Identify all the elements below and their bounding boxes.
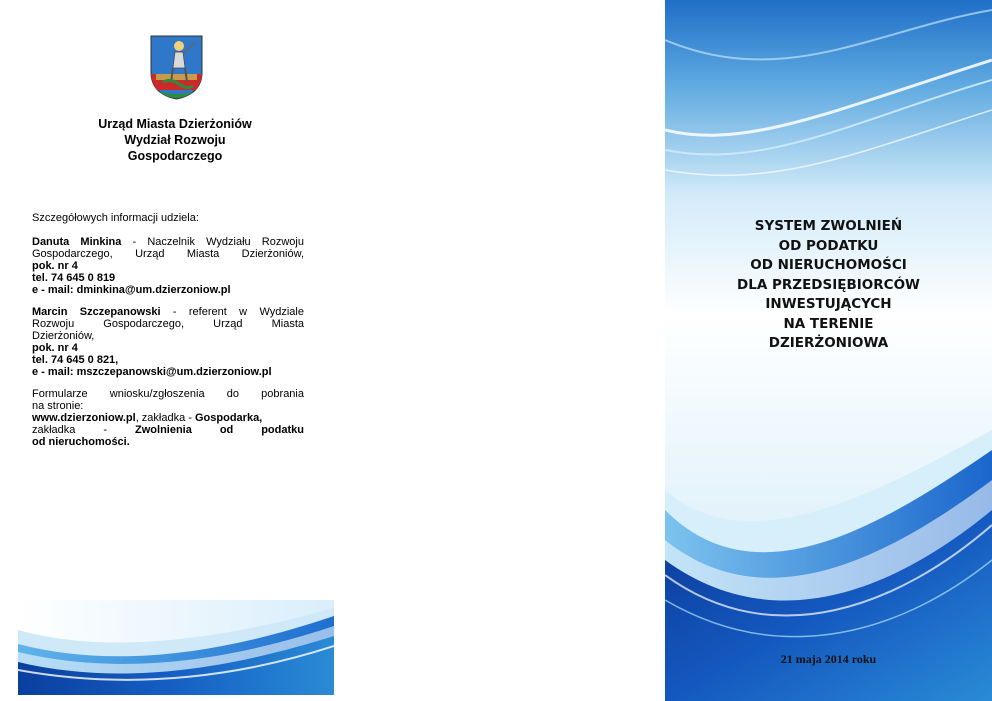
contact1-name: Danuta Minkina: [32, 236, 122, 248]
forms-tab2: Zwolnienia od podatku: [135, 424, 304, 436]
cover-date: 21 maja 2014 roku: [780, 652, 877, 666]
cover-title-line: NA TERENIE: [783, 315, 874, 332]
cover-panel: [665, 0, 992, 701]
office-line-3: Gospodarczego: [127, 149, 223, 163]
contact2-name-line: [32, 306, 304, 318]
wave-decoration-left: [18, 600, 334, 695]
cover-title: [665, 217, 992, 354]
contact1-name-line: [32, 236, 304, 248]
office-line-1: Urząd Miasta Dzierżoniów: [98, 117, 252, 131]
contact1-tel[interactable]: tel. 74 645 0 819: [32, 272, 116, 284]
office-line-2: Wydział Rozwoju: [124, 133, 226, 147]
contact2-role-b: Rozwoju Gospodarczego, Urząd Miasta: [32, 318, 304, 330]
intro-text: Szczegółowych informacji udziela:: [32, 212, 199, 224]
cover-title-line: INWESTUJĄCYCH: [765, 296, 892, 312]
left-panel: [0, 0, 352, 701]
contact2-room: pok. nr 4: [32, 342, 78, 354]
cover-title-line: DZIERŻONIOWA: [768, 335, 889, 351]
contact-info: [32, 212, 304, 448]
forms-line-3: [32, 412, 304, 424]
contact2-tel[interactable]: tel. 74 645 0 821,: [32, 354, 119, 366]
contact2-role-a: - referent w Wydziale: [160, 306, 304, 318]
office-name: [50, 116, 300, 164]
forms-line-4: [32, 424, 304, 436]
cover-title-line: OD PODATKU: [778, 237, 879, 254]
contact1-role-b: Gospodarczego, Urząd Miasta Dzierżoniów,: [32, 248, 304, 260]
contact1-role-a: - Naczelnik Wydziału Rozwoju: [121, 236, 304, 248]
contact2-role-c: Dzierżoniów,: [32, 330, 95, 342]
forms-line-2: na stronie:: [32, 400, 84, 412]
forms-line-1: Formularze wniosku/zgłoszenia do pobrania: [32, 388, 304, 400]
cover-title-line: DLA PRZEDSIĘBIORCÓW: [737, 276, 920, 293]
contact2-email[interactable]: e - mail: mszczepanowski@um.dzierzoniow.pl: [32, 366, 272, 378]
coat-of-arms-icon: [149, 34, 204, 100]
cover-title-line: SYSTEM ZWOLNIEŃ: [754, 218, 903, 234]
forms-tab2-prefix: zakładka -: [32, 424, 136, 436]
contact1-room: pok. nr 4: [32, 260, 78, 272]
forms-tab1-prefix: , zakładka -: [135, 412, 195, 424]
website-link[interactable]: www.dzierzoniow.pl: [32, 412, 136, 424]
cover-title-line: OD NIERUCHOMOŚCI: [750, 257, 907, 273]
contact1-email[interactable]: e - mail: dminkina@um.dzierzoniow.pl: [32, 284, 231, 296]
contact2-name: Marcin Szczepanowski: [32, 306, 161, 318]
forms-tab2-end: od nieruchomości.: [32, 436, 130, 448]
forms-tab1: Gospodarka,: [195, 412, 263, 424]
